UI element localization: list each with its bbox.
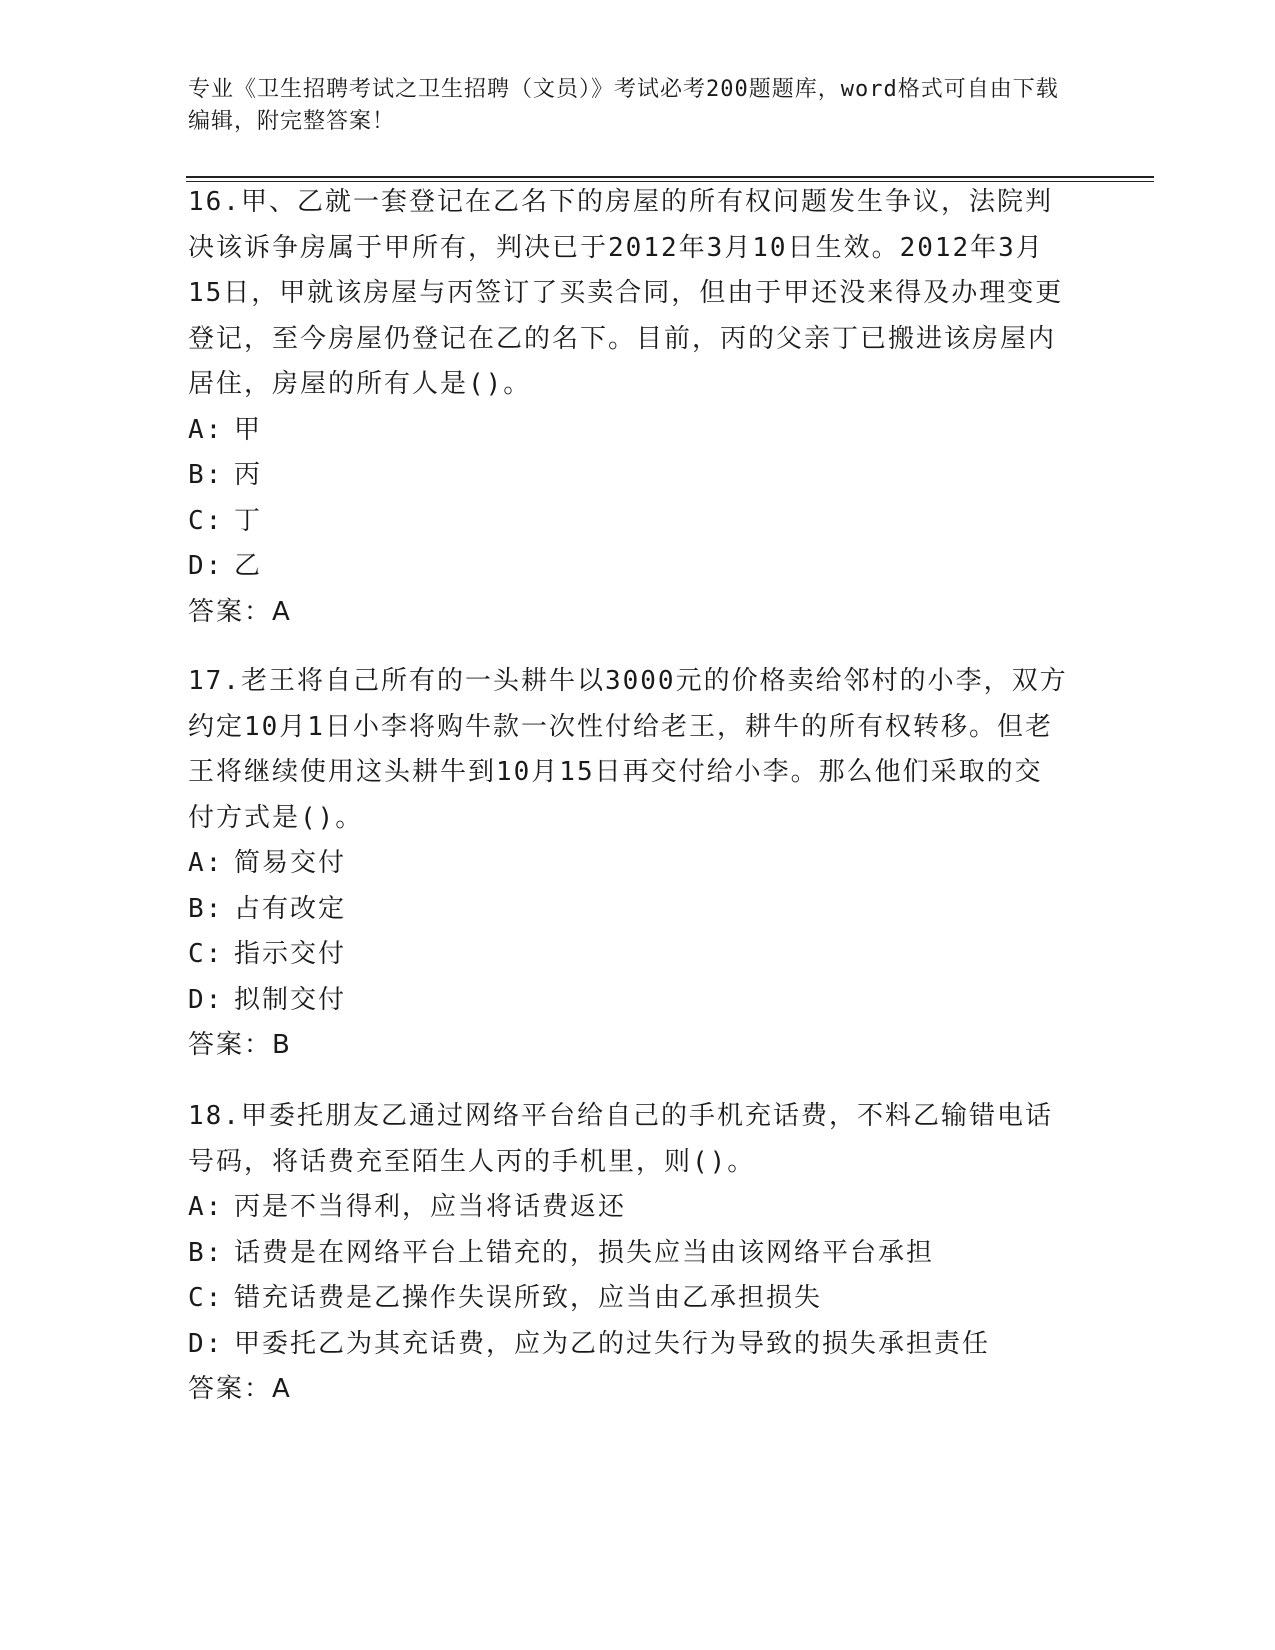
option-text: 指示交付 xyxy=(234,939,347,969)
option-letter: B: xyxy=(188,460,224,490)
option-text: 丙 xyxy=(234,460,263,490)
answer-value: A xyxy=(272,596,292,627)
question-17 xyxy=(188,659,1068,1069)
option-text: 拟制交付 xyxy=(234,984,347,1015)
option-letter: A: xyxy=(188,1192,224,1222)
option-a xyxy=(188,841,1068,887)
option-a xyxy=(188,1185,1068,1231)
option-d xyxy=(188,544,1068,590)
header-rule-thick xyxy=(186,176,1154,178)
option-letter: C: xyxy=(188,505,224,536)
option-b xyxy=(188,1231,1068,1277)
option-text: 乙 xyxy=(234,551,263,581)
option-letter: B: xyxy=(188,1237,224,1268)
answer-label: 答案： xyxy=(188,596,273,627)
answer-line xyxy=(188,1023,1068,1069)
option-c xyxy=(188,1276,1068,1322)
answer-value: A xyxy=(272,1374,292,1404)
option-a xyxy=(188,408,1068,454)
question-stem: 16.甲、乙就一套登记在乙名下的房屋的所有权问题发生争议，法院判决该诉争房属于甲所有，判决已于2012年3月10日生效。2012年3月15日，甲就该房屋与丙签订了买卖合同，但由于甲还没来得及办理变更登记，至今房屋仍登记在乙的名下。目前，丙的父亲丁已搬进该房屋内居住，房屋的所有人是()。 xyxy=(188,187,1064,399)
option-letter: C: xyxy=(188,939,224,969)
option-letter: D: xyxy=(188,551,224,581)
option-text: 丁 xyxy=(234,505,263,536)
option-b xyxy=(188,453,1068,499)
question-stem: 18.甲委托朋友乙通过网络平台给自己的手机充话费，不料乙输错电话号码，将话费充至陌生人丙的手机里，则()。 xyxy=(188,1101,1053,1177)
answer-line xyxy=(188,590,1068,636)
option-letter: B: xyxy=(188,893,224,924)
option-c xyxy=(188,932,1068,978)
option-letter: A: xyxy=(188,414,224,445)
option-text: 甲委托乙为其充话费，应为乙的过失行为导致的损失承担责任 xyxy=(234,1328,991,1359)
option-letter: D: xyxy=(188,984,224,1015)
question-18 xyxy=(188,1094,1068,1413)
answer-value: B xyxy=(272,1030,292,1060)
option-text: 错充话费是乙操作失误所致，应当由乙承担损失 xyxy=(234,1283,823,1313)
option-letter: D: xyxy=(188,1328,224,1359)
option-text: 话费是在网络平台上错充的，损失应当由该网络平台承担 xyxy=(234,1237,935,1268)
answer-line xyxy=(188,1367,1068,1413)
document-header: 专业《卫生招聘考试之卫生招聘（文员）》考试必考200题题库，word格式可自由下载编辑，附完整答案！ xyxy=(188,77,1059,134)
option-text: 简易交付 xyxy=(234,848,347,878)
option-text: 丙是不当得利，应当将话费返还 xyxy=(234,1192,627,1222)
option-d xyxy=(188,1322,1068,1368)
question-16 xyxy=(188,180,1068,635)
option-letter: A: xyxy=(188,848,224,878)
question-stem: 17.老王将自己所有的一头耕牛以3000元的价格卖给邻村的小李，双方约定10月1日小李将购牛款一次性付给老王，耕牛的所有权转移。但老王将继续使用这头耕牛到10月15日再交付给小李。那么他们采取的交付方式是()。 xyxy=(188,666,1068,833)
option-text: 占有改定 xyxy=(234,893,347,924)
option-letter: C: xyxy=(188,1283,224,1313)
option-d xyxy=(188,978,1068,1024)
answer-label: 答案： xyxy=(188,1374,273,1404)
option-text: 甲 xyxy=(234,414,263,445)
answer-label: 答案： xyxy=(188,1030,273,1060)
option-c xyxy=(188,499,1068,545)
option-b xyxy=(188,887,1068,933)
